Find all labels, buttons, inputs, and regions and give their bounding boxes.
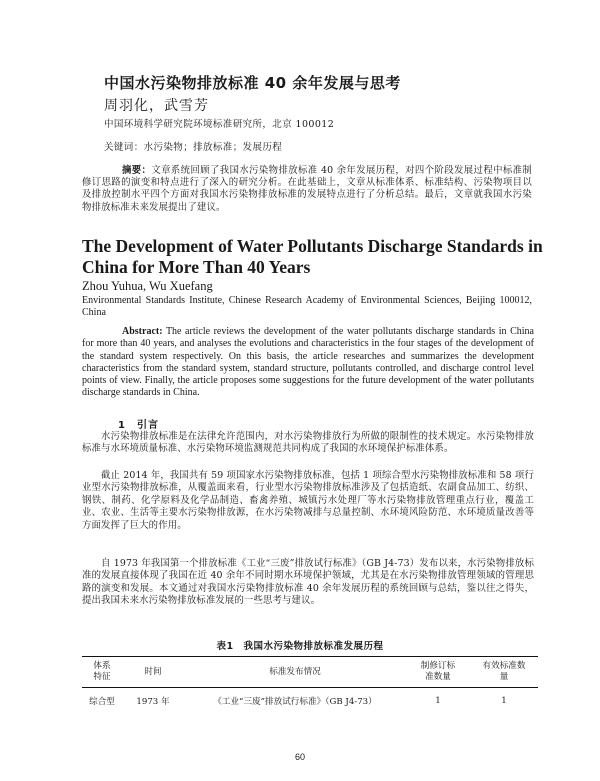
paper-title-cn: 中国水污染物排放标准 40 余年发展与思考 <box>104 74 401 92</box>
table-cell-revised-count: 1 <box>435 696 441 706</box>
standards-history-table <box>82 656 538 714</box>
keywords-cn: 关键词：水污染物；排放标准；发展历程 <box>104 142 283 153</box>
intro-paragraph-3: 自 1973 年我国第一个排放标准《工业“三废”排放试行标准》（GB J4-73）发布以来，水污染物排放标准的发展直接体现了我国在近 40 余年不同时期水环境保护领域，尤其是在水污染物排放管理领域的管理思路的演变和发展。本文通过对我国水污染物排放标准 40 余年发展历程的系统回顾与总结，鉴以往之得失，提出我国未来水污染物排放标准发展的一些思考与建议。 <box>82 558 534 607</box>
abstract-cn-label: 摘要： <box>122 165 152 176</box>
table-header-row <box>82 657 538 688</box>
authors-en: Zhou Yuhua, Wu Xuefang <box>82 279 213 293</box>
section-heading-introduction: 1 引言 <box>118 420 159 431</box>
table-cell-time: 1973 年 <box>136 697 170 707</box>
authors-cn: 周羽化，武雪芳 <box>104 98 209 114</box>
abstract-cn-text: 文章系统回顾了我国水污染物排放标准 40 余年发展历程，对四个阶段发展过程中标准制修订思路的演变和特点进行了深入的研究分析。在此基础上，文章从标准体系、标准结构、污染物项目以及排放控制水平四个方面对我国水污染物排放标准的发展特点进行了分析总结。最后，文章就我国水污染物排放标准未来发展提出了建议。 <box>82 165 533 213</box>
paper-title-en: The Development of Water Pollutants Discharge Standards in China for More Than 40 Years <box>82 236 543 277</box>
intro-paragraph-1: 水污染物排放标准是在法律允许范围内，对水污染物排放行为所做的限制性的技术规定。水污染物排放标准与水环境质量标准、水污染物环境监测规范共同构成了我国的水环境保护标准体系。 <box>82 431 534 455</box>
abstract-en <box>82 326 534 400</box>
table-header-cell: 体系 特征 <box>93 661 111 682</box>
affiliation-cn: 中国环境科学研究院环境标准研究所，北京 100012 <box>104 119 335 130</box>
table-cell-release: 《工业“三废”排放试行标准》（GB J4-73） <box>213 697 377 707</box>
table-header-cell: 有效标准数 量 <box>482 661 526 682</box>
abstract-en-label: Abstract: <box>122 326 163 337</box>
table-header-cell: 标准发布情况 <box>269 666 321 677</box>
page-number: 60 <box>294 752 305 762</box>
affiliation-en: Environmental Standards Institute, Chinese Research Academy of Environmental Sciences, Beijing 100012, China <box>82 295 532 318</box>
table-row <box>82 688 538 715</box>
table-title: 表1 我国水污染物排放标准发展历程 <box>216 641 384 652</box>
table-header-cell: 制修订标 准数量 <box>420 661 456 682</box>
abstract-en-text: The article reviews the development of the water pollutants discharge standards in China for more than 40 years, and analyses the evolutions and characteristics in the four stages of the development of the standard system respectively. On this basis, the article researches and summarizes the development characteristics from the standard system, standard structure, pollutants controlled, and discharge control level points of view. Finally, the article proposes some suggestions for the future development of the water pollutants discharge standards in China. <box>82 326 534 399</box>
table-cell-valid-count: 1 <box>501 696 507 706</box>
intro-paragraph-2: 截止 2014 年，我国共有 59 项国家水污染物排放标准，包括 1 项综合型水污染物排放标准和 58 项行业型水污染物排放标准，从覆盖面来看，行业型水污染物排放标准涉及了包括造纸、农副食品加工、纺织、钢铁、制药、化学原料及化学品制造、畜禽养殖、城镇污水处理厂等水污染物排放管理重点行业，覆盖工业、农业、生活等主要水污染物排放源，在水污染物减排与总量控制、水环境风险防范、水环境质量改善等方面发挥了巨大的作用。 <box>82 470 534 531</box>
table-header-cell: 时间 <box>144 666 162 677</box>
abstract-cn <box>82 165 532 214</box>
table-cell-feature: 综合型 <box>89 697 115 707</box>
